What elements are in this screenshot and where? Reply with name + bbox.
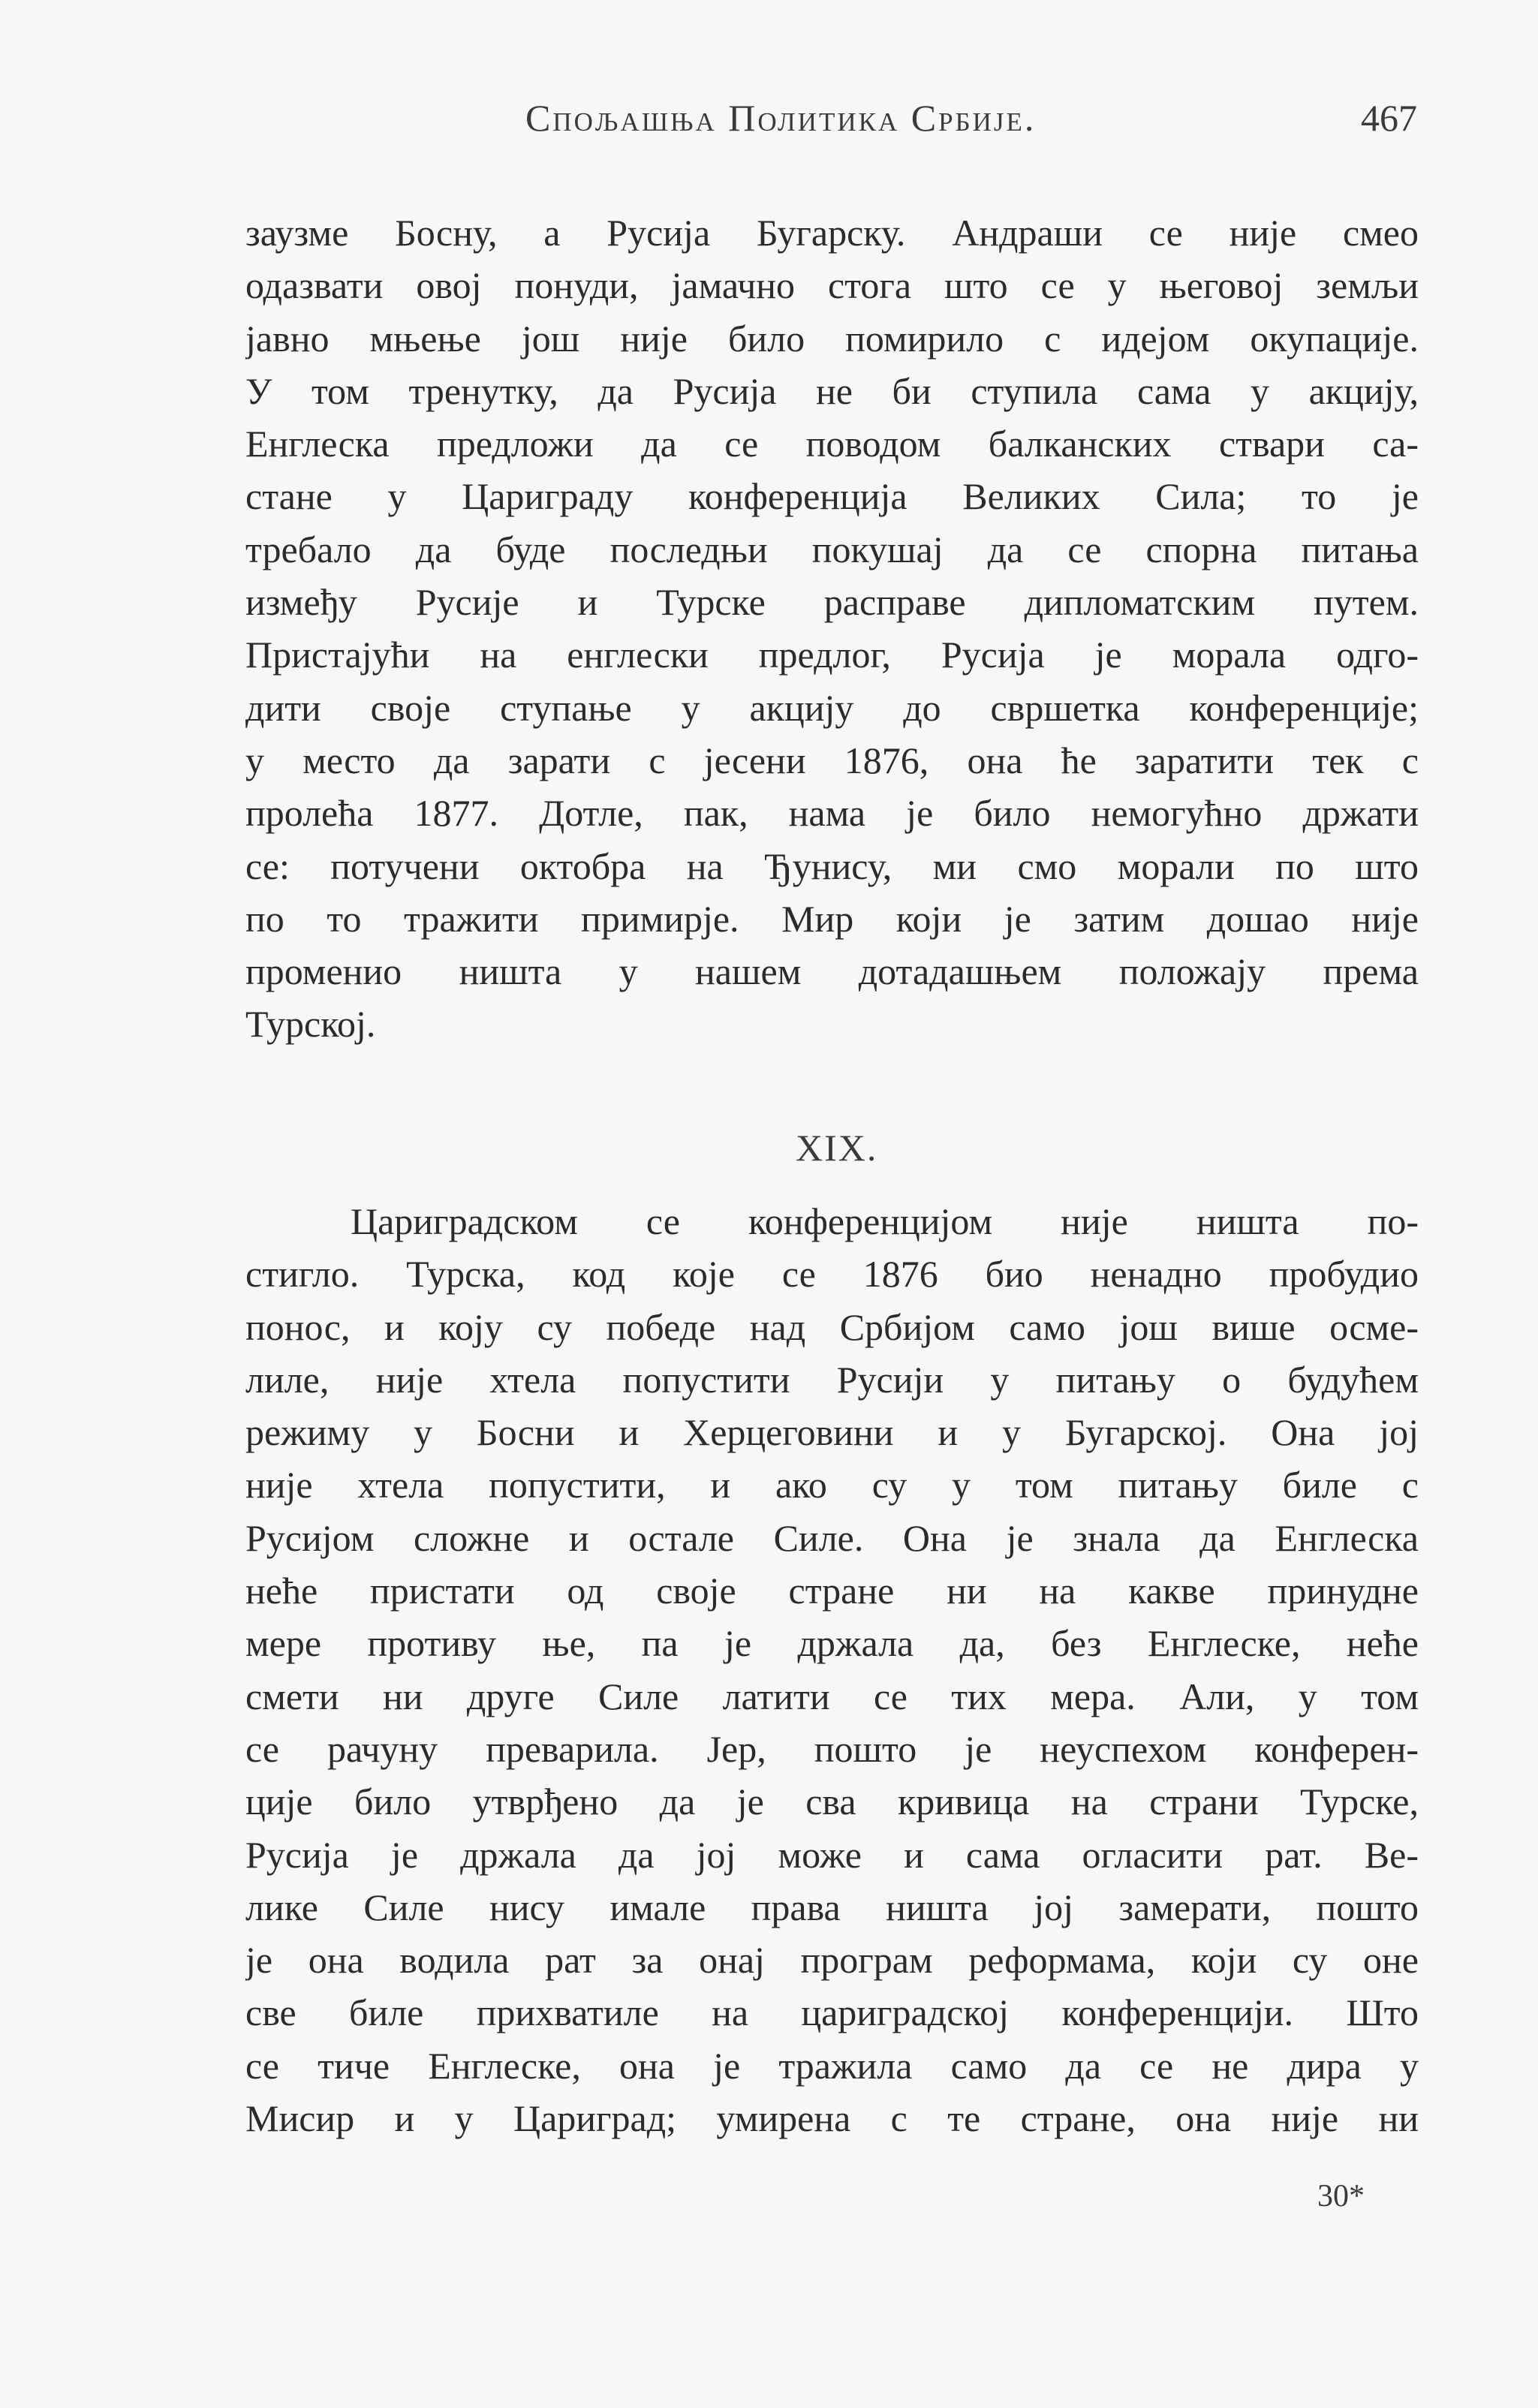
running-title: Спољашња Политика Србије. [525, 97, 1037, 139]
text-line: режиму у Босни и Херцеговини и у Бугарској. Она јој [245, 1411, 1419, 1454]
text-line: неће пристати од своје стране ни на какве принудне [245, 1570, 1419, 1612]
text-line: се тиче Енглеске, она је тражила само да се не дира у [245, 2044, 1419, 2087]
text-line: понос, и коју су победе над Србијом само још више осме- [245, 1305, 1419, 1348]
page-number: 467 [1361, 97, 1417, 139]
running-head [525, 96, 1426, 149]
text-line: између Русије и Турске расправе дипломатским путем. [245, 581, 1419, 624]
text-line: ције било утврђено да је сва кривица на страни Турске, [245, 1780, 1419, 1823]
signature-mark: 30* [1317, 2179, 1365, 2214]
text-line: стигло. Турска, код које се 1876 био ненадно пробудио [245, 1253, 1419, 1296]
text-line: заузме Босну, а Русија Бугарску. Андраши се није смео [245, 212, 1419, 254]
text-line: Мисир и у Цариград; умирена с те стране, она није ни [245, 2097, 1419, 2140]
text-line: Турској. [245, 1003, 376, 1046]
text-line: дити своје ступање у акцију до свршетка конференције; [245, 686, 1419, 729]
text-line: није хтела попустити, и ако су у том питању биле с [245, 1464, 1419, 1507]
text-line: Русија је држала да јој може и сама огласити рат. Ве- [245, 1833, 1419, 1876]
text-line: мере противу ње, па је држала да, без Енглеске, неће [245, 1622, 1419, 1665]
text-line: одазвати овој понуди, јамачно стога што се у његовој земљи [245, 264, 1419, 307]
text-line: лике Силе нису имале права ништа јој замерати, пошто [245, 1886, 1419, 1928]
text-line: пролећа 1877. Дотле, пак, нама је било немогућно држати [245, 792, 1419, 835]
section-heading: XIX. [796, 1127, 878, 1169]
text-line: смети ни друге Силе латити се тих мера. Али, у том [245, 1675, 1419, 1717]
text-line: у место да зарати с јесени 1876, она ће заратити тек с [245, 739, 1419, 781]
text-line: све биле прихватиле на цариградској конференцији. Што [245, 1991, 1419, 2034]
text-line: се рачуну преварила. Јер, пошто је неуспехом конферен- [245, 1727, 1419, 1770]
text-line: Цариградском се конференцијом није ништа по- [351, 1200, 1419, 1242]
text-line: Енглеска предложи да се поводом балканских ствари са- [245, 423, 1419, 465]
text-line: јавно мњење још није било помирило с идејом окупације. [245, 317, 1419, 360]
text-line: се: потучени октобра на Ђунису, ми смо морали по што [245, 844, 1419, 887]
text-line: је она водила рат за онај програм реформама, који су оне [245, 1939, 1419, 1982]
text-line: стане у Цариграду конференција Великих Сила; то је [245, 475, 1419, 518]
text-line: Пристајући на енглески предлог, Русија је морала одго- [245, 634, 1419, 676]
text-line: променио ништа у нашем дотадашњем положају према [245, 950, 1419, 993]
text-line: лиле, није хтела попустити Русији у питању о будућем [245, 1358, 1419, 1401]
text-line: по то тражити примирје. Мир који је затим дошао није [245, 897, 1419, 940]
text-line: У том тренутку, да Русија не би ступила сама у акцију, [245, 369, 1419, 412]
paragraph-1 [245, 206, 1419, 1051]
text-line: требало да буде последњи покушај да се спорна питања [245, 528, 1419, 570]
text-line: Русијом сложне и остале Силе. Она је знала да Енглеска [245, 1516, 1419, 1559]
paragraph-2 [245, 1195, 1419, 2145]
